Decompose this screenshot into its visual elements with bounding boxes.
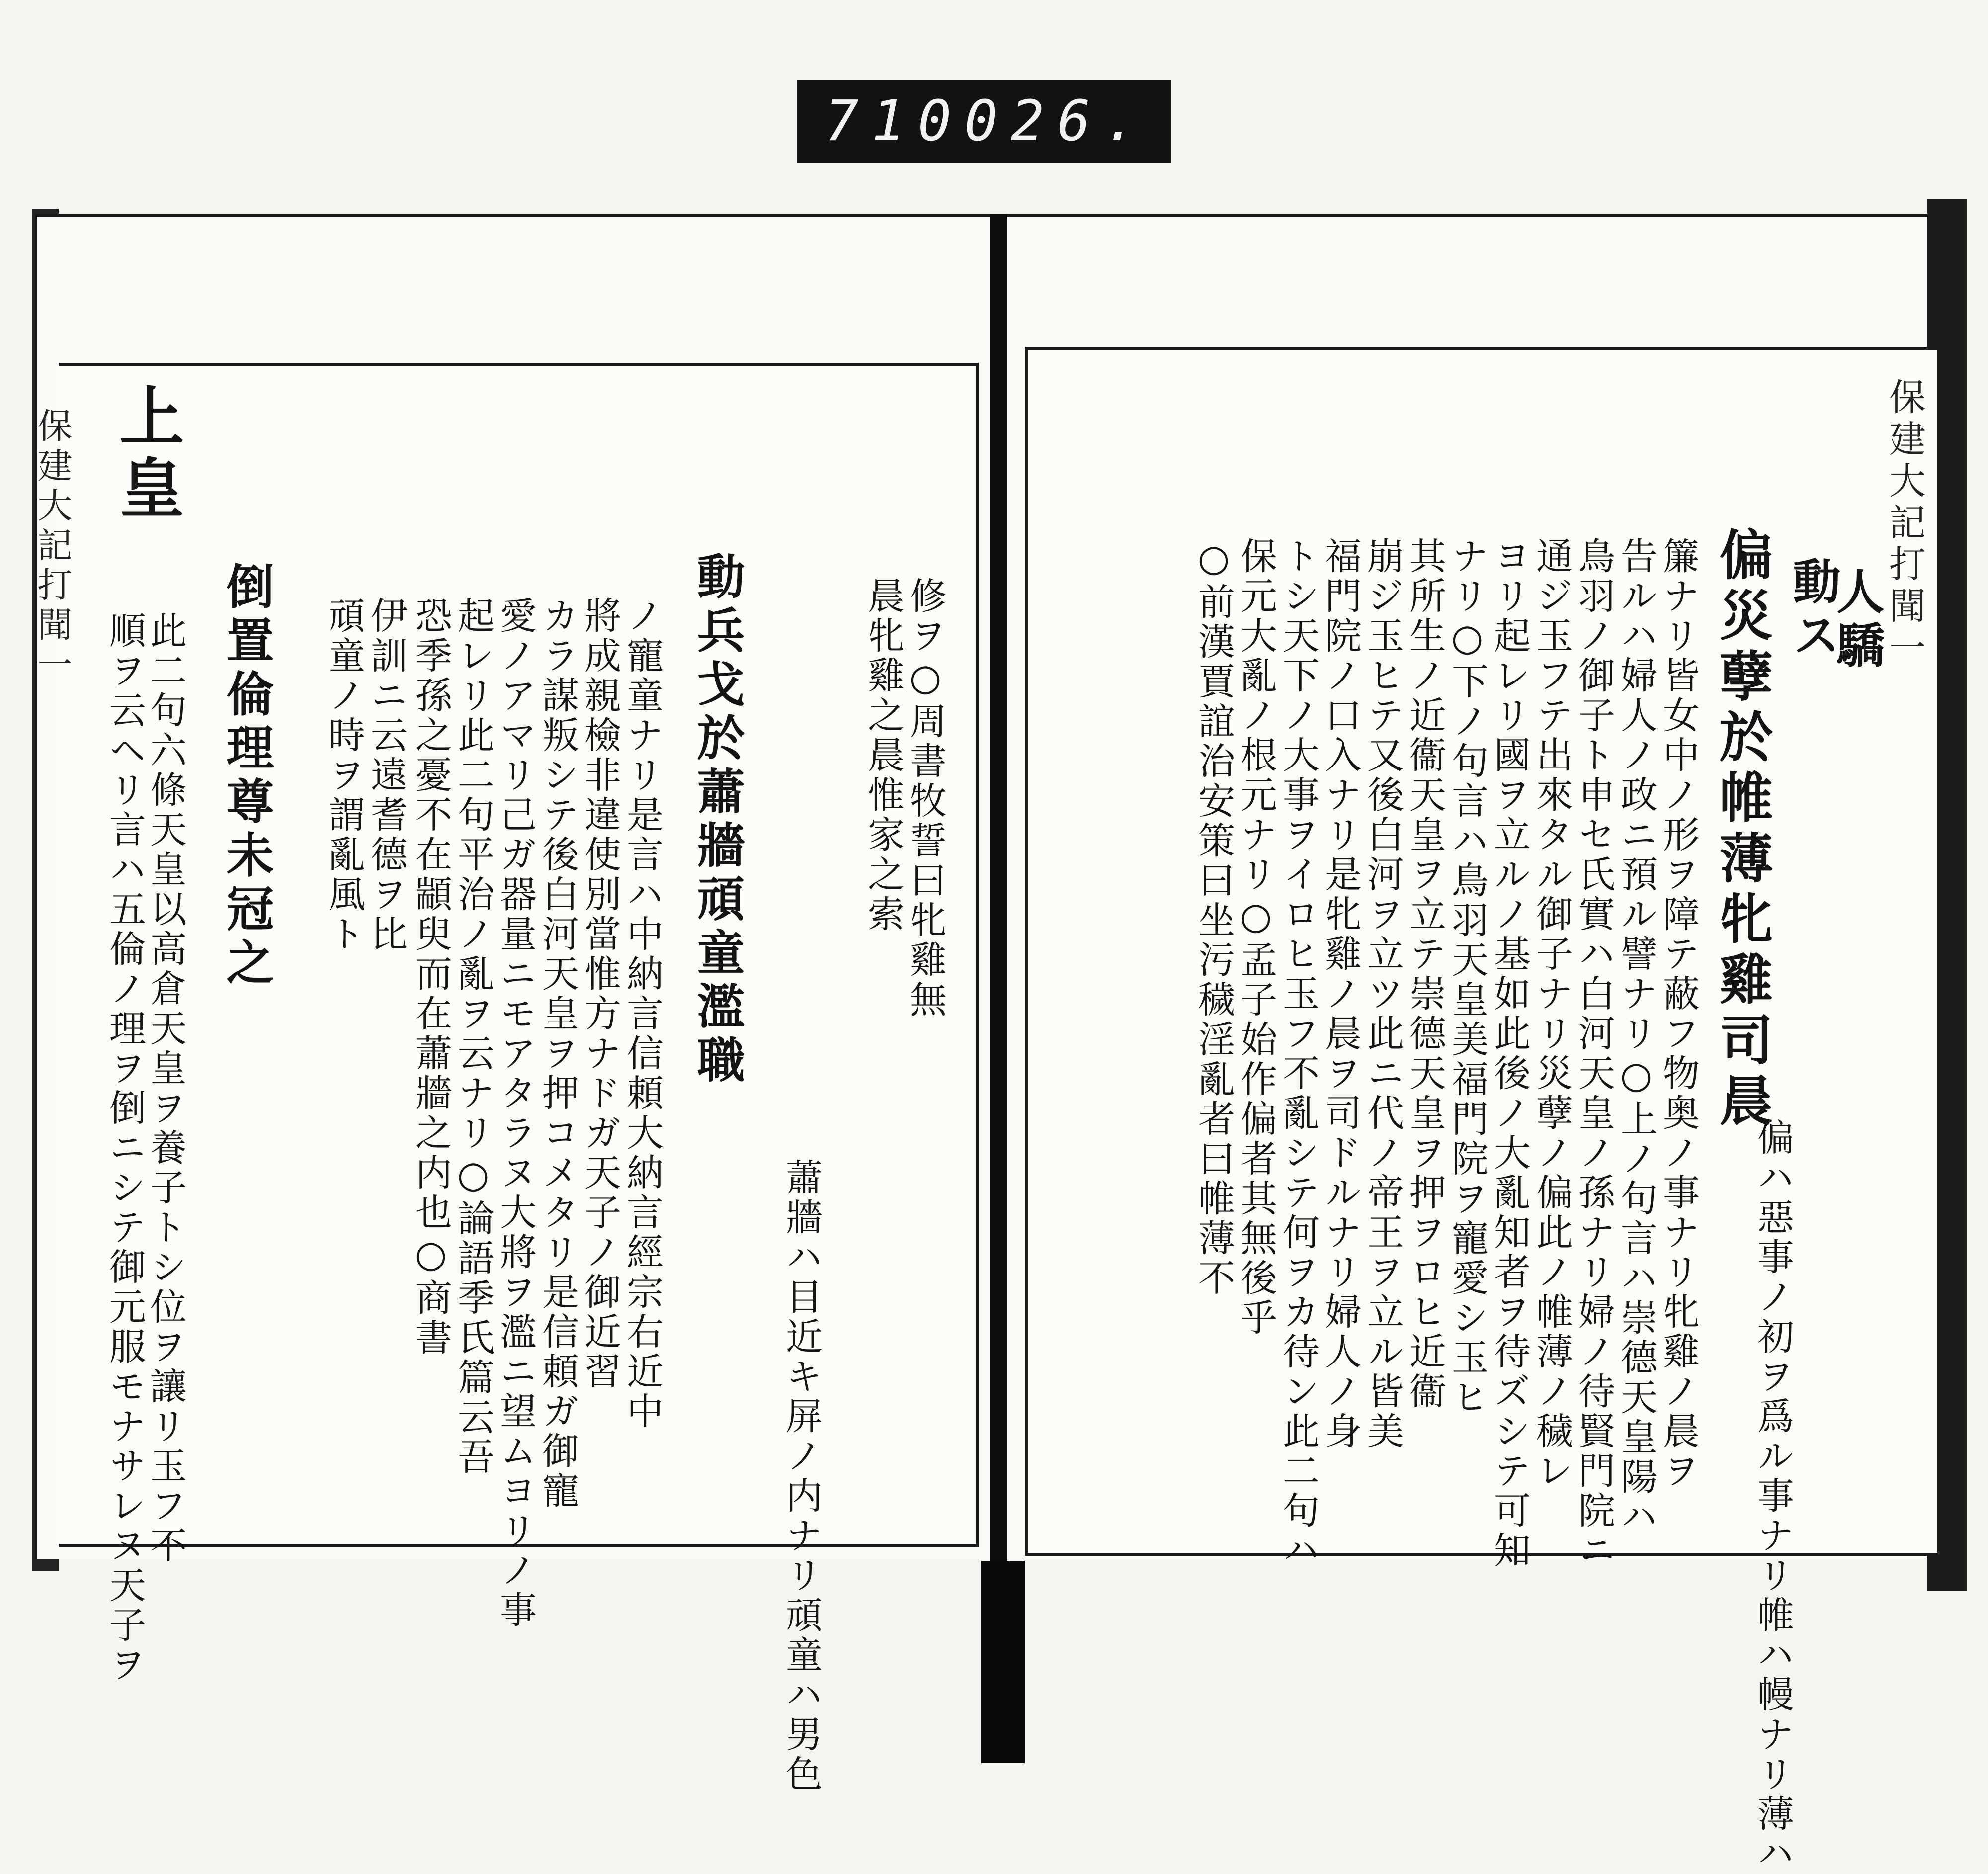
film-label-frame: 026.	[964, 89, 1151, 154]
left-col-10: ノ寵童ナリ是言ハ中納言信頼大納言經宗右近中	[621, 596, 663, 1432]
left-heading: 上皇	[109, 383, 185, 526]
right-col-14: 保元大亂ノ根元ナリ○孟子始作偏者其無後乎	[1235, 537, 1277, 1338]
left-margin-header: 保建大記打聞一	[32, 408, 73, 686]
left-col-5: 恐季孫之憂不在顓臾而在蕭牆之内也○商書	[410, 596, 452, 1358]
left-col-3: 頑童ノ時ヲ謂亂風ト	[323, 596, 365, 954]
right-col-2: 偏災孽於帷薄牝雞司晨	[1710, 527, 1773, 1133]
right-col-9: ナリ○下ノ句言ハ鳥羽天皇美福門院ヲ寵愛シ玉ヒ	[1446, 537, 1489, 1418]
right-col-7: 通ジ玉フテ出來タル御子ナリ災孽ノ偏此ノ帷薄ノ穢レ	[1530, 537, 1573, 1491]
left-col-14: 修ヲ○周書牧誓曰牝雞無	[904, 577, 947, 1020]
film-label-reel: 710	[825, 89, 965, 154]
left-col-13: 晨牝雞之晨惟家之索	[862, 577, 905, 935]
left-col-1: 此二句六條天皇以高倉天皇ヲ養子トシ位ヲ讓リ玉フ不	[144, 611, 187, 1566]
left-col-11: 動兵戈於蕭牆頑童濫職	[689, 552, 746, 1089]
right-col-15: ○前漢賈誼治安策曰坐污穢淫亂者曰帷薄不	[1192, 537, 1235, 1298]
left-col-8: カラ謀叛シテ後白河天皇ヲ押コメタリ是信頼ガ御寵	[536, 596, 579, 1511]
right-margin-header: 保建大記打聞一	[1883, 378, 1926, 670]
right-col-0: 人驕	[1829, 567, 1885, 674]
right-col-6: 鳥羽ノ御子ト申セ氏實ハ白河天皇ノ孫ナリ婦ノ待賢門院ニ	[1573, 537, 1615, 1571]
left-col-12: 蕭牆ハ目近キ屏ノ内ナリ頑童ハ男色	[780, 1158, 823, 1794]
left-col-2: 順ヲ云ヘリ言ハ五倫ノ理ヲ倒ニシテ御元服モナサレヌ天子ヲ	[103, 611, 146, 1685]
book-gutter	[990, 214, 1007, 1566]
film-frame-label	[797, 80, 1171, 163]
left-col-9: 將成親檢非違使別當惟方ナドガ天子ノ御近習	[579, 596, 621, 1392]
right-col-1: 動ス	[1785, 557, 1841, 664]
right-col-13: トシ天下ノ大事ヲイロヒ玉フ不亂シテ何ヲカ待ン此二句ハ	[1277, 537, 1320, 1571]
right-col-5: 告ルハ婦人ノ政ニ預ル譬ナリ○上ノ句言ハ崇德天皇陽ハ	[1615, 537, 1657, 1537]
right-col-12: 福門院ノ口入ナリ是牝雞ノ晨ヲ司ドルナリ婦人ノ身	[1319, 537, 1362, 1451]
left-col-6: 起レリ此二句平治ノ亂ヲ云ナリ○論語季氏篇云吾	[452, 596, 495, 1477]
right-col-10: 其所生ノ近衞天皇ヲ立テ崇德天皇ヲ押ヲロヒ近衞	[1404, 537, 1446, 1412]
left-col-0: 倒置倫理尊未冠之	[219, 562, 275, 991]
left-col-7: 愛ノアマリ己ガ器量ニモアタラヌ大將ヲ濫ニ望ムヨリノ事	[494, 596, 537, 1630]
right-col-4: 簾ナリ皆女中ノ形ヲ障テ蔽フ物奥ノ事ナリ牝雞ノ晨ヲ	[1657, 537, 1700, 1491]
gutter-shadow	[981, 1561, 1025, 1763]
left-col-4: 伊訓ニ云遠耆德ヲ比	[365, 596, 408, 954]
right-col-8: ヨリ起レリ國ヲ立ルノ基如此後ノ大亂知者ヲ待ズシテ可知	[1488, 537, 1531, 1571]
right-col-3: 偏ハ惡事ノ初ヲ爲ル事ナリ帷ハ幔ナリ薄ハ	[1751, 1118, 1794, 1874]
right-col-11: 崩ジ玉ヒテ又後白河ヲ立ツ此ニ代ノ帝王ヲ立ル皆美	[1361, 537, 1404, 1451]
